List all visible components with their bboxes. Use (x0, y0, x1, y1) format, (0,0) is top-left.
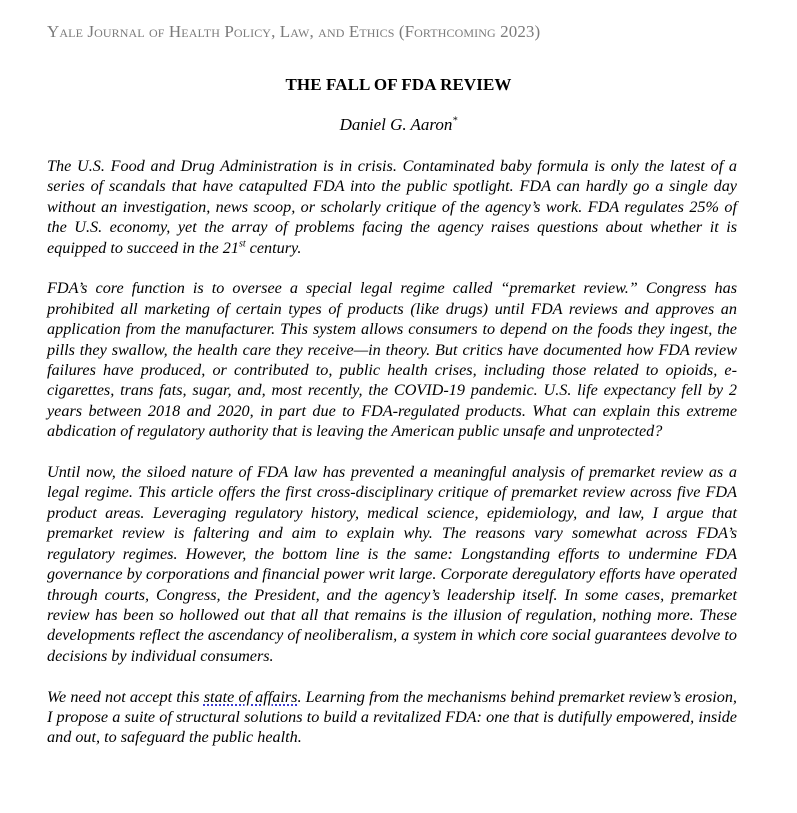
abstract-paragraph-3: Until now, the siloed nature of FDA law has prevented a meaningful analysis of premarket review as a legal regime. This article offers the first cross-disciplinary critique of premarket review across five FDA product areas. Leveraging regulatory history, medical science, epidemiology, and law, I argue that premarket review is faltering and aim to explain why. The reasons vary somewhat across FDA’s regulatory regimes. However, the bottom line is the same: Longstanding efforts to undermine FDA governance by corporations and financial power writ large. Corporate deregulatory efforts have operated through courts, Congress, the President, and the agency’s leadership itself. In some cases, premarket review has been so hollowed out that all that remains is the illusion of regulation, nothing more. These developments reflect the ascendancy of neoliberalism, a system in which core social guarantees devolve to decisions by individual consumers. (47, 463, 737, 665)
paragraph-text: The U.S. Food and Drug Administration is in crisis. Contaminated baby formula is only the latest of a series of scandals that have catapulted FDA into the public spotlight. FDA can hardly go a single day without an investigation, news scoop, or scholarly critique of the agency’s work. FDA regulates 25% of the U.S. economy, yet the array of problems facing the agency raises questions about whether it is equipped to succeed in the 21 (47, 157, 737, 257)
author-footnote-marker[interactable]: * (452, 115, 458, 127)
abstract-paragraph-2: FDA’s core function is to oversee a special legal regime called “premarket review.” Congress has prohibited all marketing of certain types of products (like drugs) until FDA reviews and approves an application from the manufacturer. This system allows consumers to depend on the foods they ingest, the pills they swallow, the health care they receive—in theory. But critics have documented how FDA review failures have produced, or contributed to, public health crises, including those related to opioids, e-cigarettes, trans fats, sugar, and, most recently, the COVID-19 pandemic. U.S. life expectancy fell by 2 years between 2018 and 2020, in part due to FDA-regulated products. What can explain this extreme abdication of regulatory authority that is leaving the American public unsafe and unprotected? (47, 279, 737, 441)
abstract-paragraph-4 (47, 687, 737, 748)
author-name: Daniel G. Aaron (339, 115, 453, 134)
paragraph-text: century. (245, 238, 302, 257)
author-line (0, 115, 797, 135)
abstract-paragraph-1 (47, 156, 737, 258)
article-title: THE FALL OF FDA REVIEW (285, 75, 512, 94)
ordinal-suffix: st (238, 238, 246, 250)
abstract (47, 156, 737, 768)
paragraph-text: . Learning from the mechanisms behind premarket review’s erosion, I propose a suite of structural solutions to build a revitalized FDA: one that is dutifully empowered, inside and out, to safeguard the public health. (47, 687, 737, 747)
running-header: Yale Journal of Health Policy, Law, and Ethics (Forthcoming 2023) (47, 22, 541, 41)
grammar-flagged-phrase[interactable]: state of affairs (203, 687, 298, 706)
paragraph-text: We need not accept this (47, 687, 204, 706)
